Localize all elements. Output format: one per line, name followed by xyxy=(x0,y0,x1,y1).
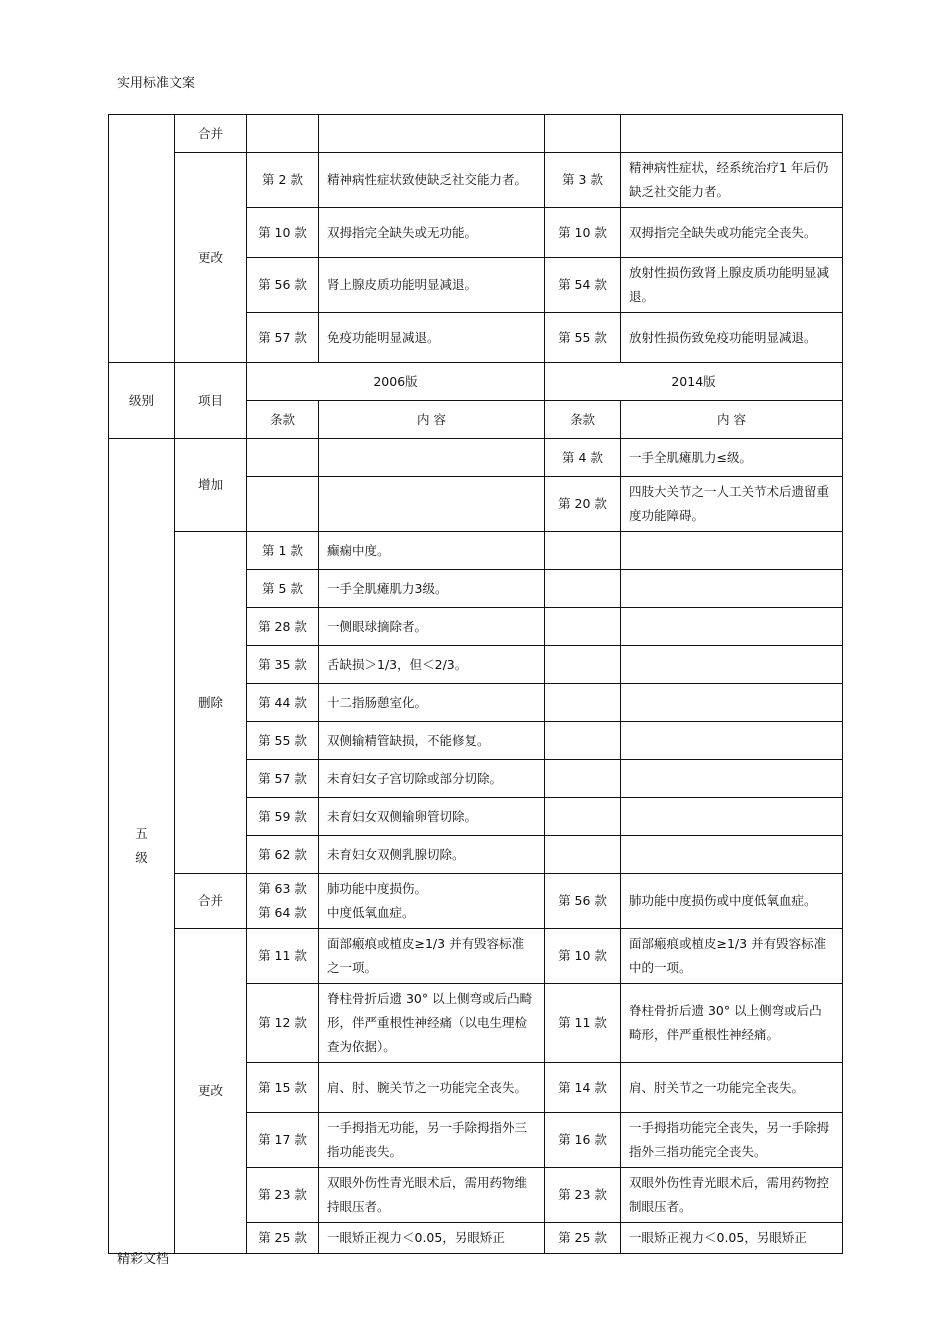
table-row: 第 15 款 肩、肘、腕关节之一功能完全丧失。 第 14 款 肩、肘关节之一功能完全丧失。 xyxy=(109,1063,843,1113)
table-row: 更改 第 11 款 面部瘢痕或植皮≥1/3 并有毁容标准之一项。 第 10 款 面部瘢痕或植皮≥1/3 并有毁容标准中的一项。 xyxy=(109,929,843,984)
merge-label-grade5: 合并 xyxy=(175,874,247,929)
page-footer: 精彩文档 xyxy=(117,1252,170,1267)
table-row: 第 12 款 脊柱骨折后遗 30° 以上侧弯或后凸畸形，伴严重根性神经痛（以电生理检查为依据）。 第 11 款 脊柱骨折后遗 30° 以上侧弯或后凸畸形，伴严重根性神经痛。 xyxy=(109,984,843,1063)
table-row: 第 55 款 双侧输精管缺损，不能修复。 xyxy=(109,722,843,760)
table-row: 删除 第 1 款 癫痫中度。 xyxy=(109,532,843,570)
add-label: 增加 xyxy=(175,439,247,532)
table-row: 第 25 款 一眼矫正视力＜0.05，另眼矫正 第 25 款 一眼矫正视力＜0.05，另眼矫正 xyxy=(109,1223,843,1254)
table-row: 第 17 款 一手拇指无功能，另一手除拇指外三指功能丧失。 第 16 款 一手拇指功能完全丧失，另一手除拇指外三指功能完全丧失。 xyxy=(109,1113,843,1168)
disability-comparison-table xyxy=(108,114,843,1254)
change-label-grade5: 更改 xyxy=(175,929,247,1254)
merge-label: 合并 xyxy=(175,115,247,153)
header-version-2014: 2014版 xyxy=(545,363,843,401)
table-row: 第 10 款 双拇指完全缺失或无功能。 第 10 款 双拇指完全缺失或功能完全丧失。 xyxy=(109,208,843,258)
page-header: 实用标准文案 xyxy=(117,76,196,91)
table-row: 第 35 款 舌缺损＞1/3，但＜2/3。 xyxy=(109,646,843,684)
change-label: 更改 xyxy=(175,153,247,363)
header-item: 项目 xyxy=(175,363,247,439)
table-row: 更改 第 2 款 精神病性症状致使缺乏社交能力者。 第 3 款 精神病性症状，经系统治疗1 年后仍缺乏社交能力者。 xyxy=(109,153,843,208)
grade-five-label: 五 级 xyxy=(109,439,175,1254)
table-row: 第 28 款 一侧眼球摘除者。 xyxy=(109,608,843,646)
table-row: 第 59 款 未育妇女双侧输卵管切除。 xyxy=(109,798,843,836)
table-row: 第 23 款 双眼外伤性青光眼术后，需用药物维持眼压者。 第 23 款 双眼外伤性青光眼术后，需用药物控制眼压者。 xyxy=(109,1168,843,1223)
table-row: 第 62 款 未育妇女双侧乳腺切除。 xyxy=(109,836,843,874)
header-content-2006: 内 容 xyxy=(319,401,545,439)
table-row xyxy=(109,115,843,153)
table-row: 第 56 款 肾上腺皮质功能明显减退。 第 54 款 放射性损伤致肾上腺皮质功能明显减退。 xyxy=(109,258,843,313)
header-grade: 级别 xyxy=(109,363,175,439)
table-row: 合并 第 63 款 第 64 款 肺功能中度损伤。 中度低氧血症。 第 56 款 肺功能中度损伤或中度低氧血症。 xyxy=(109,874,843,929)
header-content-2014: 内 容 xyxy=(621,401,843,439)
header-clause-2006: 条款 xyxy=(247,401,319,439)
table-row: 第 5 款 一手全肌瘫肌力3级。 xyxy=(109,570,843,608)
delete-label: 删除 xyxy=(175,532,247,874)
table-row: 第 57 款 免疫功能明显减退。 第 55 款 放射性损伤致免疫功能明显减退。 xyxy=(109,313,843,363)
table-header-row xyxy=(109,363,843,401)
header-version-2006: 2006版 xyxy=(247,363,545,401)
table-row: 第 20 款 四肢大关节之一人工关节术后遗留重度功能障碍。 xyxy=(109,477,843,532)
table-row: 第 57 款 未育妇女子宫切除或部分切除。 xyxy=(109,760,843,798)
grade-cell-continued xyxy=(109,115,175,363)
table-row: 五 级 增加 第 4 款 一手全肌瘫肌力≤级。 xyxy=(109,439,843,477)
table-row: 第 44 款 十二指肠憩室化。 xyxy=(109,684,843,722)
header-clause-2014: 条款 xyxy=(545,401,621,439)
